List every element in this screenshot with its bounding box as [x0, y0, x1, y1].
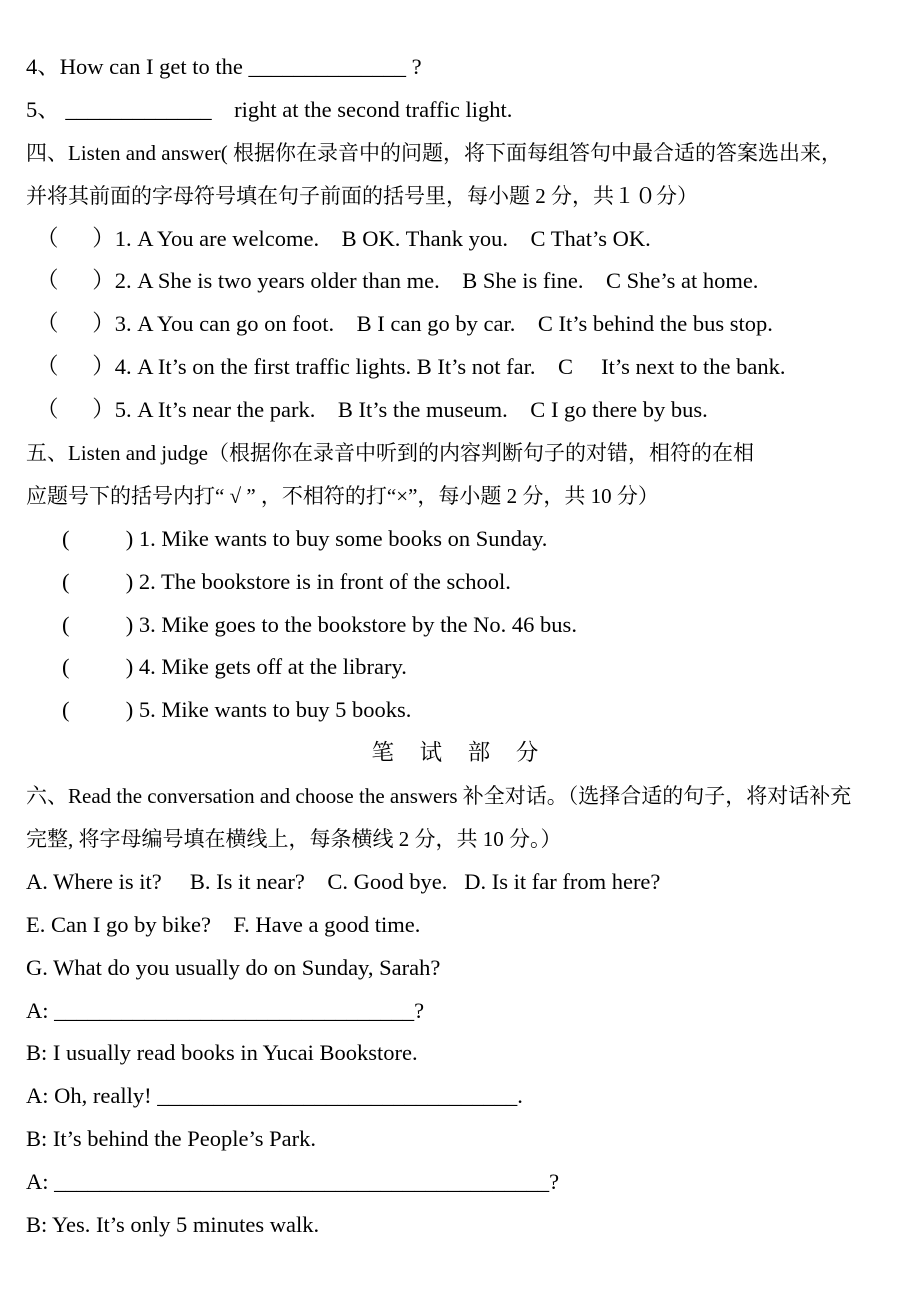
document-line: ( ) 1. Mike wants to buy some books on Sunday.	[62, 525, 548, 551]
document-line: ( ) 2. The bookstore is in front of the school.	[62, 568, 511, 594]
document-line: A. Where is it? B. Is it near? C. Good bye. D. Is it far from here?	[26, 868, 661, 894]
document-line: 完整, 将字母编号填在横线上，每条横线 2 分，共 10 分。）	[26, 827, 562, 852]
document-line: 笔 试 部 分	[371, 740, 549, 766]
document-line: ( ) 5. Mike wants to buy 5 books.	[62, 697, 412, 723]
document-line: B: I usually read books in Yucai Bookstore.	[26, 1040, 418, 1066]
document-line: 五、Listen and judge（根据你在录音中听到的内容判断句子的对错，相符的在相	[26, 441, 754, 466]
document-line: ( ) 4. Mike gets off at the library.	[62, 654, 407, 680]
document-line: B: It’s behind the People’s Park.	[26, 1126, 316, 1152]
document-line: 并将其前面的字母符号填在句子前面的括号里，每小题 2 分，共１０分）	[26, 183, 698, 208]
document-line: 四、Listen and answer( 根据你在录音中的问题，将下面每组答句中最合适的答案选出来，	[26, 140, 843, 165]
document-line: 5、 _____________ right at the second traffic light.	[26, 96, 513, 122]
document-line: 4、How can I get to the ______________ ?	[26, 54, 422, 79]
document-line: A: Oh, really! ________________________________.	[26, 1083, 523, 1109]
document-line: （ ）2. A She is two years older than me. B She is fine. C She’s at home.	[36, 268, 759, 294]
document-line: （ ）3. A You can go on foot. B I can go by car. C It’s behind the bus stop.	[36, 311, 773, 337]
document-line: ( ) 3. Mike goes to the bookstore by the No. 46 bus.	[62, 611, 577, 637]
document-line: （ ）1. A You are welcome. B OK. Thank you. C That’s OK.	[36, 225, 651, 251]
document-line: A: ____________________________________________?	[26, 1169, 560, 1195]
document-line: E. Can I go by bike? F. Have a good time.	[26, 911, 421, 937]
document-line: （ ）4. A It’s on the first traffic lights. B It’s not far. C It’s next to the bank.	[36, 354, 786, 380]
document-line: 六、Read the conversation and choose the answers 补全对话。（选择合适的句子，将对话补充	[26, 784, 852, 809]
document-line: G. What do you usually do on Sunday, Sarah?	[26, 954, 441, 980]
document-line: （ ）5. A It’s near the park. B It’s the museum. C I go there by bus.	[36, 397, 708, 423]
document-line: 应题号下的括号内打“ √ ” ，不相符的打“×”，每小题 2 分，共 10 分）	[26, 483, 659, 508]
document-line: B: Yes. It’s only 5 minutes walk.	[26, 1212, 320, 1238]
document-line: A: ________________________________?	[26, 997, 425, 1023]
